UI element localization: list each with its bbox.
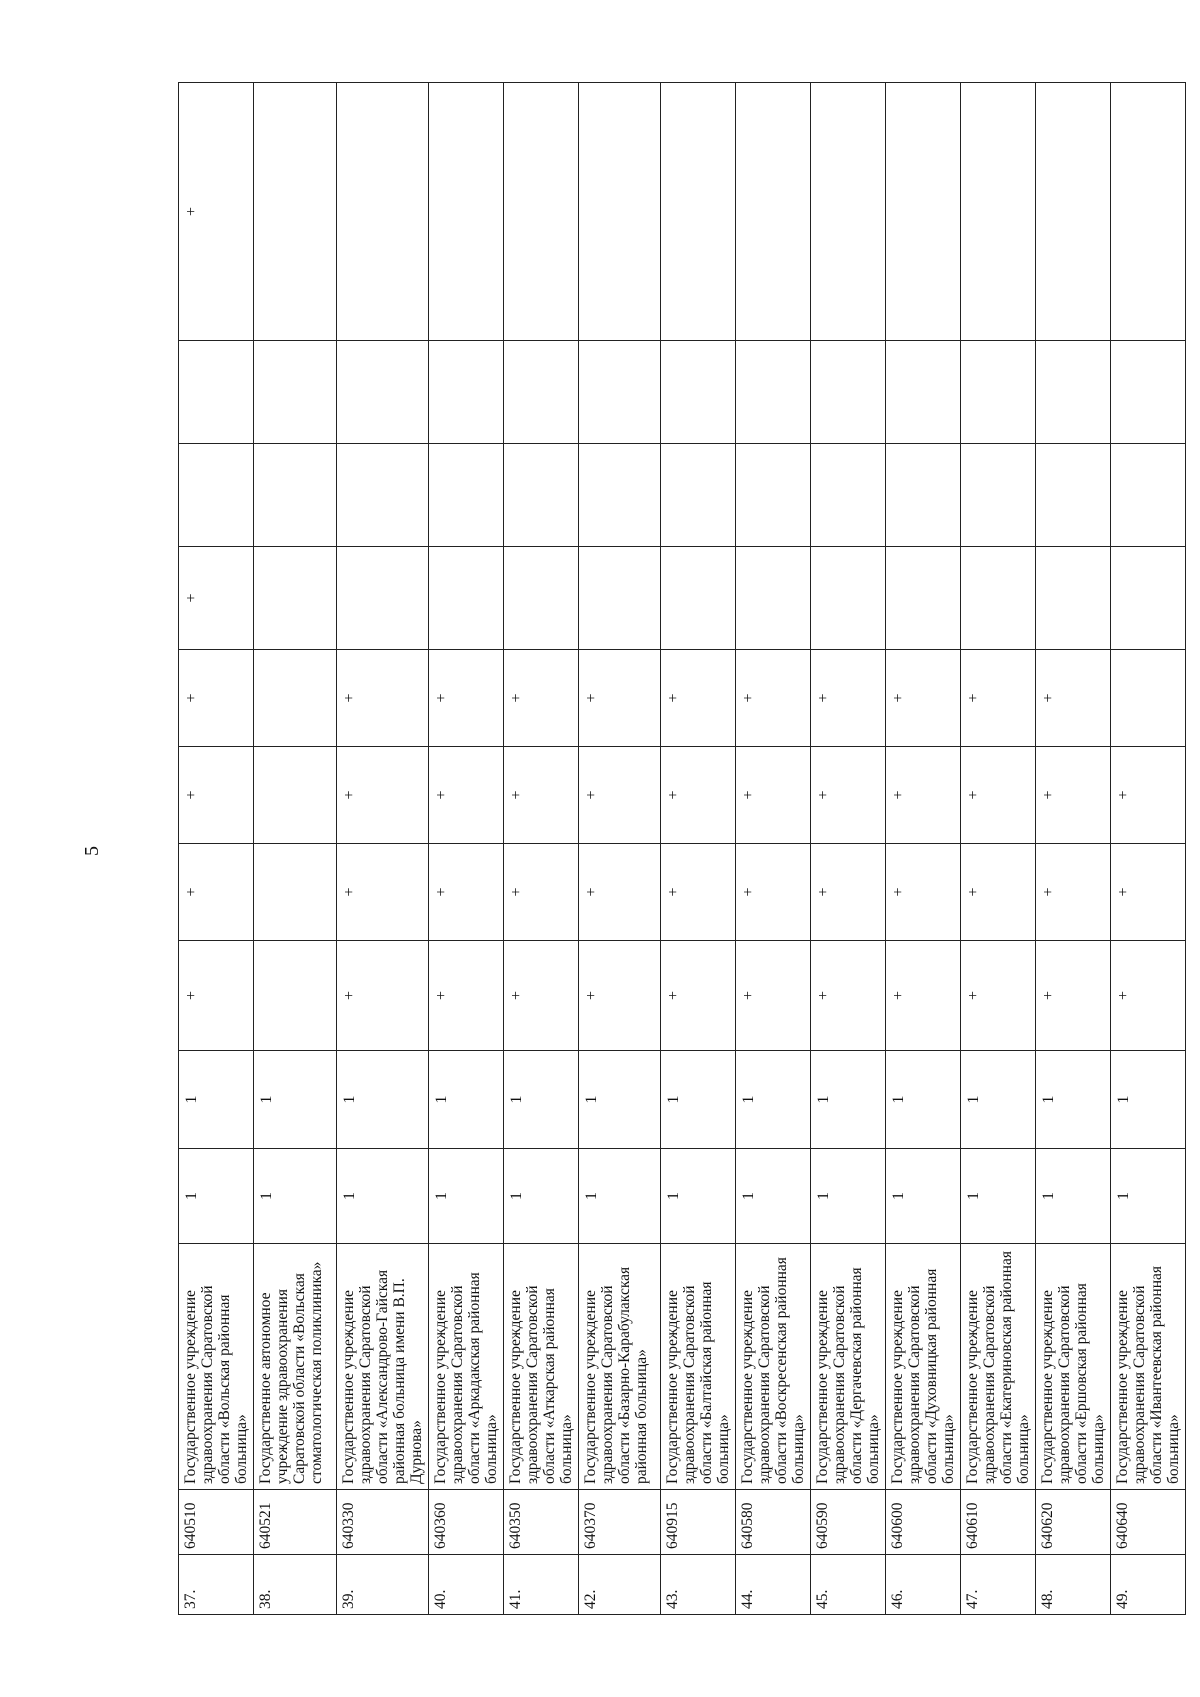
row-code: 640360 bbox=[429, 1490, 504, 1555]
row-col-2: 1 bbox=[961, 1051, 1036, 1149]
table-row bbox=[337, 83, 429, 1615]
row-institution-name: Государственное учреждение здравоохранения Саратовской области «Александрово-Гайская районная больница имени В.П. Дурнова» bbox=[337, 1244, 429, 1490]
row-col-9 bbox=[179, 341, 254, 444]
row-col-6 bbox=[1111, 650, 1186, 747]
row-col-4: + bbox=[1036, 844, 1111, 941]
row-institution-name: Государственное учреждение здравоохранения Саратовской области «Дергачевская районная больница» bbox=[811, 1244, 886, 1490]
row-number: 47. bbox=[961, 1555, 1036, 1615]
row-col-10 bbox=[254, 83, 337, 341]
row-col-2: 1 bbox=[429, 1051, 504, 1149]
row-number: 46. bbox=[886, 1555, 961, 1615]
row-col-9 bbox=[886, 341, 961, 444]
row-col-4: + bbox=[661, 844, 736, 941]
row-col-3: + bbox=[886, 941, 961, 1051]
table-row bbox=[961, 83, 1036, 1615]
row-col-5: + bbox=[579, 747, 661, 844]
row-col-9 bbox=[504, 341, 579, 444]
row-col-7 bbox=[1036, 547, 1111, 650]
row-col-8 bbox=[1036, 444, 1111, 547]
row-col-8 bbox=[337, 444, 429, 547]
table-row bbox=[1111, 83, 1186, 1615]
row-number: 49. bbox=[1111, 1555, 1186, 1615]
row-col-9 bbox=[736, 341, 811, 444]
row-col-1: 1 bbox=[736, 1149, 811, 1244]
row-col-8 bbox=[429, 444, 504, 547]
row-col-2: 1 bbox=[1111, 1051, 1186, 1149]
row-col-5: + bbox=[1036, 747, 1111, 844]
row-col-10 bbox=[661, 83, 736, 341]
row-col-8 bbox=[1111, 444, 1186, 547]
row-col-9 bbox=[429, 341, 504, 444]
row-col-9 bbox=[661, 341, 736, 444]
row-col-10 bbox=[579, 83, 661, 341]
row-col-2: 1 bbox=[337, 1051, 429, 1149]
row-col-1: 1 bbox=[811, 1149, 886, 1244]
row-col-7 bbox=[429, 547, 504, 650]
row-institution-name: Государственное учреждение здравоохранения Саратовской области «Воскресенская районная больница» bbox=[736, 1244, 811, 1490]
row-institution-name: Государственное учреждение здравоохранения Саратовской области «Екатериновская районная больница» bbox=[961, 1244, 1036, 1490]
row-code: 640370 bbox=[579, 1490, 661, 1555]
row-col-5: + bbox=[961, 747, 1036, 844]
row-col-3: + bbox=[504, 941, 579, 1051]
row-number: 43. bbox=[661, 1555, 736, 1615]
row-number: 45. bbox=[811, 1555, 886, 1615]
row-col-3: + bbox=[429, 941, 504, 1051]
row-col-7 bbox=[579, 547, 661, 650]
row-col-3: + bbox=[1111, 941, 1186, 1051]
row-code: 640510 bbox=[179, 1490, 254, 1555]
row-col-7 bbox=[811, 547, 886, 650]
row-code: 640600 bbox=[886, 1490, 961, 1555]
row-col-6: + bbox=[504, 650, 579, 747]
row-col-1: 1 bbox=[254, 1149, 337, 1244]
row-col-10 bbox=[736, 83, 811, 341]
row-col-5: + bbox=[736, 747, 811, 844]
table-row bbox=[1036, 83, 1111, 1615]
row-col-7 bbox=[337, 547, 429, 650]
row-code: 640915 bbox=[661, 1490, 736, 1555]
row-institution-name: Государственное учреждение здравоохранения Саратовской области «Аткарская районная больница» bbox=[504, 1244, 579, 1490]
row-number: 39. bbox=[337, 1555, 429, 1615]
row-institution-name: Государственное учреждение здравоохранения Саратовской области «Ершовская районная больница» bbox=[1036, 1244, 1111, 1490]
row-col-6: + bbox=[961, 650, 1036, 747]
row-institution-name: Государственное учреждение здравоохранения Саратовской области «Базарно-Карабулакская районная больница» bbox=[579, 1244, 661, 1490]
row-col-7 bbox=[504, 547, 579, 650]
row-col-10 bbox=[429, 83, 504, 341]
row-code: 640620 bbox=[1036, 1490, 1111, 1555]
row-col-7 bbox=[254, 547, 337, 650]
row-col-8 bbox=[504, 444, 579, 547]
row-col-3: + bbox=[811, 941, 886, 1051]
row-col-5 bbox=[254, 747, 337, 844]
row-col-4: + bbox=[179, 844, 254, 941]
row-code: 640330 bbox=[337, 1490, 429, 1555]
row-col-1: 1 bbox=[961, 1149, 1036, 1244]
row-col-2: 1 bbox=[1036, 1051, 1111, 1149]
row-col-6 bbox=[254, 650, 337, 747]
row-col-8 bbox=[961, 444, 1036, 547]
row-col-8 bbox=[661, 444, 736, 547]
row-col-4: + bbox=[579, 844, 661, 941]
row-col-4: + bbox=[736, 844, 811, 941]
row-col-3: + bbox=[179, 941, 254, 1051]
table-row bbox=[579, 83, 661, 1615]
row-col-2: 1 bbox=[504, 1051, 579, 1149]
row-col-8 bbox=[179, 444, 254, 547]
row-number: 41. bbox=[504, 1555, 579, 1615]
row-col-10 bbox=[1111, 83, 1186, 341]
row-code: 640580 bbox=[736, 1490, 811, 1555]
row-number: 38. bbox=[254, 1555, 337, 1615]
row-code: 640590 bbox=[811, 1490, 886, 1555]
row-col-7 bbox=[1111, 547, 1186, 650]
row-number: 48. bbox=[1036, 1555, 1111, 1615]
table-row bbox=[429, 83, 504, 1615]
row-col-1: 1 bbox=[1111, 1149, 1186, 1244]
row-col-10 bbox=[1036, 83, 1111, 341]
table-row bbox=[254, 83, 337, 1615]
row-col-7 bbox=[886, 547, 961, 650]
row-col-2: 1 bbox=[661, 1051, 736, 1149]
row-col-8 bbox=[254, 444, 337, 547]
row-code: 640610 bbox=[961, 1490, 1036, 1555]
row-col-2: 1 bbox=[579, 1051, 661, 1149]
row-col-8 bbox=[811, 444, 886, 547]
row-col-1: 1 bbox=[1036, 1149, 1111, 1244]
table-row bbox=[661, 83, 736, 1615]
row-col-8 bbox=[579, 444, 661, 547]
row-col-6: + bbox=[179, 650, 254, 747]
row-col-5: + bbox=[661, 747, 736, 844]
row-col-1: 1 bbox=[886, 1149, 961, 1244]
row-col-1: 1 bbox=[429, 1149, 504, 1244]
row-code: 640640 bbox=[1111, 1490, 1186, 1555]
row-col-4: + bbox=[1111, 844, 1186, 941]
page-number: 5 bbox=[81, 846, 103, 856]
row-col-1: 1 bbox=[661, 1149, 736, 1244]
row-col-9 bbox=[1036, 341, 1111, 444]
row-col-6: + bbox=[337, 650, 429, 747]
row-col-3 bbox=[254, 941, 337, 1051]
row-col-10 bbox=[961, 83, 1036, 341]
row-col-6: + bbox=[886, 650, 961, 747]
row-institution-name: Государственное учреждение здравоохранения Саратовской области «Аркадакская районная больница» bbox=[429, 1244, 504, 1490]
table-container bbox=[178, 83, 1182, 1615]
row-col-7 bbox=[661, 547, 736, 650]
row-col-4: + bbox=[811, 844, 886, 941]
row-institution-name: Государственное учреждение здравоохранения Саратовской области «Вольская районная больница» bbox=[179, 1244, 254, 1490]
row-col-4: + bbox=[886, 844, 961, 941]
row-number: 44. bbox=[736, 1555, 811, 1615]
row-institution-name: Государственное учреждение здравоохранения Саратовской области «Духовницкая районная больница» bbox=[886, 1244, 961, 1490]
row-col-4: + bbox=[429, 844, 504, 941]
row-col-9 bbox=[811, 341, 886, 444]
row-col-1: 1 bbox=[337, 1149, 429, 1244]
row-col-2: 1 bbox=[254, 1051, 337, 1149]
row-col-3: + bbox=[961, 941, 1036, 1051]
row-col-8 bbox=[886, 444, 961, 547]
row-col-3: + bbox=[337, 941, 429, 1051]
row-col-5: + bbox=[337, 747, 429, 844]
row-col-9 bbox=[254, 341, 337, 444]
row-col-1: 1 bbox=[579, 1149, 661, 1244]
row-col-10 bbox=[504, 83, 579, 341]
institutions-table bbox=[178, 82, 1186, 1615]
row-number: 42. bbox=[579, 1555, 661, 1615]
row-col-2: 1 bbox=[179, 1051, 254, 1149]
row-col-5: + bbox=[429, 747, 504, 844]
row-col-7 bbox=[736, 547, 811, 650]
row-col-5: + bbox=[179, 747, 254, 844]
row-col-6: + bbox=[1036, 650, 1111, 747]
row-col-3: + bbox=[661, 941, 736, 1051]
row-col-2: 1 bbox=[736, 1051, 811, 1149]
row-col-2: 1 bbox=[886, 1051, 961, 1149]
row-col-7 bbox=[961, 547, 1036, 650]
row-code: 640521 bbox=[254, 1490, 337, 1555]
row-col-10 bbox=[811, 83, 886, 341]
row-col-2: 1 bbox=[811, 1051, 886, 1149]
row-col-7: + bbox=[179, 547, 254, 650]
row-col-1: 1 bbox=[504, 1149, 579, 1244]
row-col-1: 1 bbox=[179, 1149, 254, 1244]
row-institution-name: Государственное автономное учреждение здравоохранения Саратовской области «Вольская стоматологическая поликлиника» bbox=[254, 1244, 337, 1490]
row-col-10 bbox=[337, 83, 429, 341]
row-col-9 bbox=[337, 341, 429, 444]
row-col-5: + bbox=[811, 747, 886, 844]
row-code: 640350 bbox=[504, 1490, 579, 1555]
row-col-6: + bbox=[579, 650, 661, 747]
row-col-6: + bbox=[736, 650, 811, 747]
row-col-5: + bbox=[504, 747, 579, 844]
table-row bbox=[504, 83, 579, 1615]
row-institution-name: Государственное учреждение здравоохранения Саратовской области «Балтайская районная больница» bbox=[661, 1244, 736, 1490]
row-col-3: + bbox=[579, 941, 661, 1051]
table-row bbox=[886, 83, 961, 1615]
row-col-3: + bbox=[736, 941, 811, 1051]
row-col-10 bbox=[886, 83, 961, 341]
row-col-9 bbox=[579, 341, 661, 444]
row-number: 40. bbox=[429, 1555, 504, 1615]
row-institution-name: Государственное учреждение здравоохранения Саратовской области «Ивантеевская районная больница» bbox=[1111, 1244, 1186, 1490]
row-col-6: + bbox=[661, 650, 736, 747]
table-row bbox=[736, 83, 811, 1615]
row-col-9 bbox=[1111, 341, 1186, 444]
table-row bbox=[811, 83, 886, 1615]
row-col-4: + bbox=[961, 844, 1036, 941]
row-number: 37. bbox=[179, 1555, 254, 1615]
row-col-4 bbox=[254, 844, 337, 941]
row-col-10: + bbox=[179, 83, 254, 341]
row-col-6: + bbox=[811, 650, 886, 747]
row-col-3: + bbox=[1036, 941, 1111, 1051]
row-col-8 bbox=[736, 444, 811, 547]
table-row bbox=[179, 83, 254, 1615]
row-col-9 bbox=[961, 341, 1036, 444]
row-col-5: + bbox=[1111, 747, 1186, 844]
row-col-6: + bbox=[429, 650, 504, 747]
row-col-4: + bbox=[504, 844, 579, 941]
row-col-5: + bbox=[886, 747, 961, 844]
row-col-4: + bbox=[337, 844, 429, 941]
